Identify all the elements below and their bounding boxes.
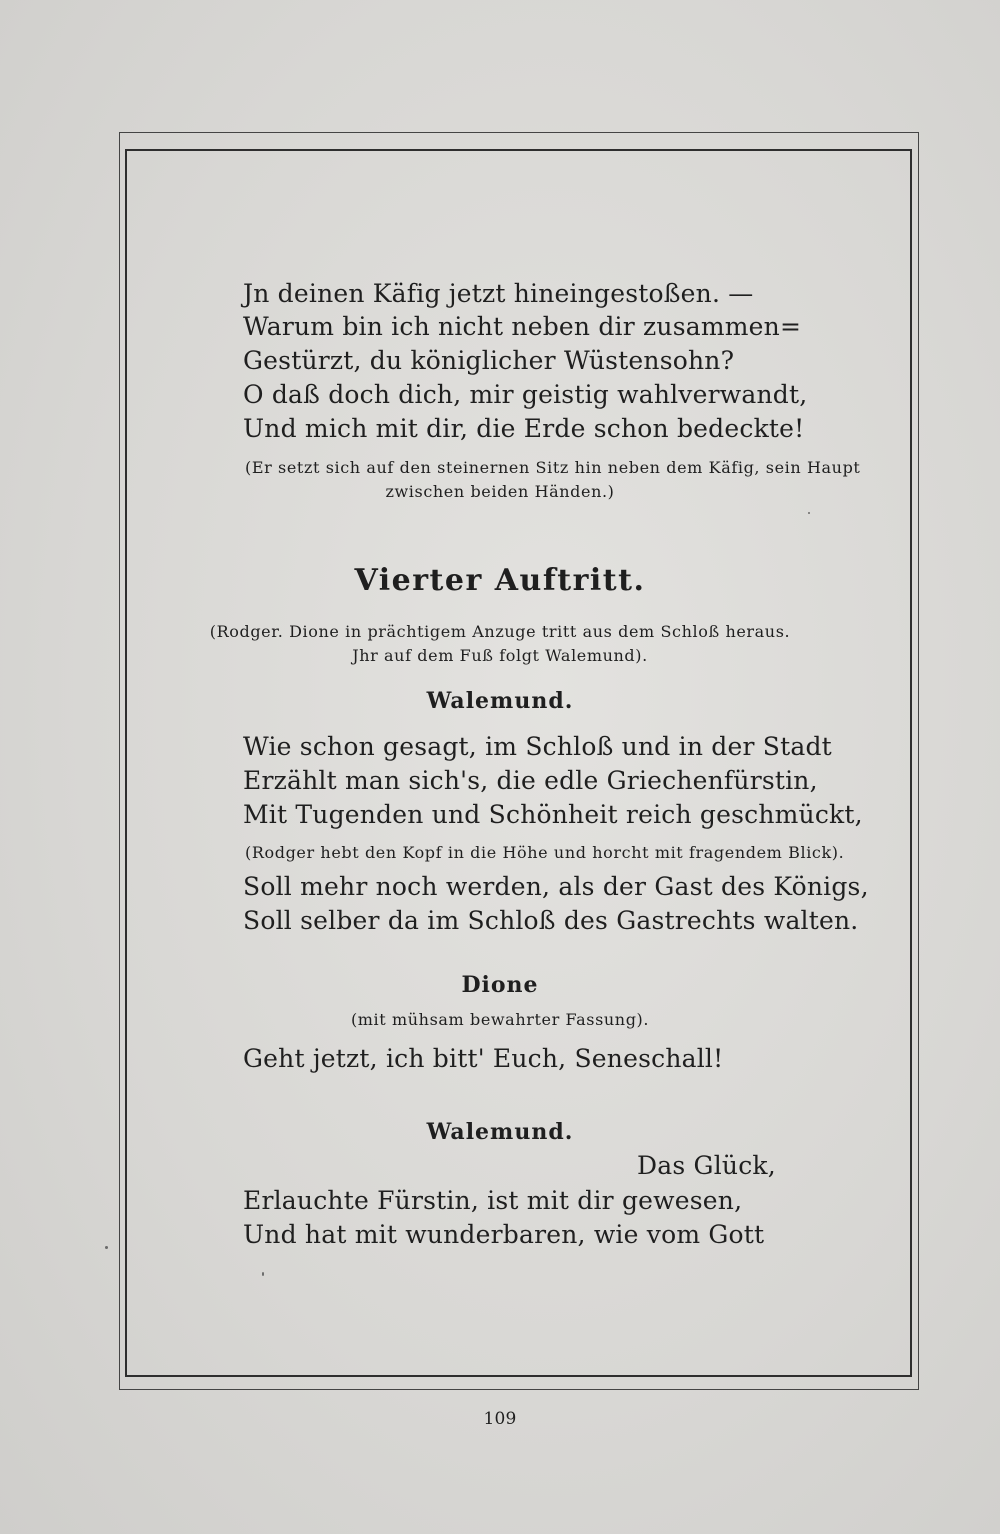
stage-direction: zwischen beiden Händen.) bbox=[385, 482, 615, 501]
verse-line: Soll mehr noch werden, als der Gast des Königs, bbox=[243, 872, 869, 901]
speaker-name: Walemund. bbox=[426, 688, 574, 714]
verse-line: Erzählt man sich's, die edle Griechenfürstin, bbox=[243, 766, 818, 795]
verse-line: Soll selber da im Schloß des Gastrechts walten. bbox=[243, 906, 859, 935]
scan-speck bbox=[808, 512, 810, 514]
scan-speck bbox=[262, 1272, 264, 1276]
verse-line: Erlauchte Fürstin, ist mit dir gewesen, bbox=[243, 1186, 743, 1215]
stage-direction: Jhr auf dem Fuß folgt Walemund). bbox=[352, 646, 648, 665]
verse-line: O daß doch dich, mir geistig wahlverwandt, bbox=[243, 380, 808, 409]
stage-direction: (Rodger. Dione in prächtigem Anzuge tritt aus dem Schloß heraus. bbox=[209, 622, 791, 641]
verse-line-indented: Das Glück, bbox=[637, 1151, 776, 1180]
stage-direction: (mit mühsam bewahrter Fassung). bbox=[350, 1010, 650, 1029]
speaker-name: Dione bbox=[461, 972, 539, 998]
verse-line: Und mich mit dir, die Erde schon bedeckte! bbox=[243, 414, 805, 443]
page-number: 109 bbox=[483, 1409, 517, 1429]
stage-direction: (Er setzt sich auf den steinernen Sitz hin neben dem Käfig, sein Haupt bbox=[245, 458, 861, 477]
verse-line: Wie schon gesagt, im Schloß und in der Stadt bbox=[243, 732, 832, 761]
speaker-name: Walemund. bbox=[426, 1119, 574, 1145]
verse-line: Mit Tugenden und Schönheit reich geschmückt, bbox=[243, 800, 863, 829]
verse-line: Und hat mit wunderbaren, wie vom Gott bbox=[243, 1220, 765, 1249]
verse-line: Geht jetzt, ich bitt' Euch, Seneschall! bbox=[243, 1044, 724, 1073]
scene-heading: Vierter Auftritt. bbox=[354, 563, 646, 598]
verse-line: Warum bin ich nicht neben dir zusammen= bbox=[243, 312, 802, 341]
stage-direction: (Rodger hebt den Kopf in die Höhe und horcht mit fragendem Blick). bbox=[245, 843, 845, 862]
verse-line: Gestürzt, du königlicher Wüstensohn? bbox=[243, 346, 735, 375]
scan-speck bbox=[105, 1246, 108, 1249]
verse-line: Jn deinen Käfig jetzt hineingestoßen. — bbox=[243, 279, 754, 308]
